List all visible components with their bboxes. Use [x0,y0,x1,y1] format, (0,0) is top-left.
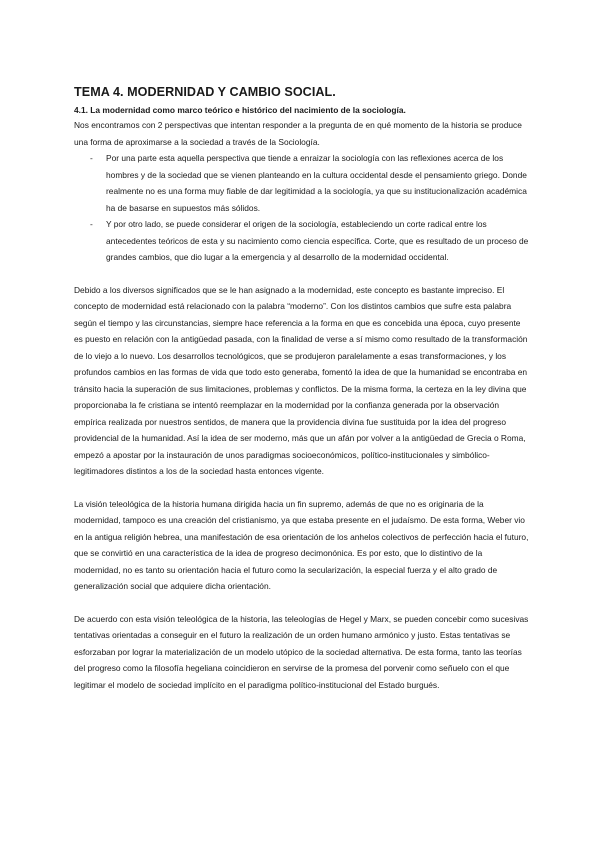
page-title: TEMA 4. MODERNIDAD Y CAMBIO SOCIAL. [74,85,336,99]
perspectives-list [74,150,530,266]
body-paragraph: De acuerdo con esta visión teleológica de la historia, las teleologías de Hegel y Marx, se pueden concebir como sucesivas tentativas orientadas a conseguir en el futuro la realización de un orden humano armónico y justo. Estas tentativas se esforzaban por lograr la materialización de un modelo utópico de la sociedad alternativa. De esta forma, tanto las teorías del progreso como la filosofía hegeliana coincidieron en servirse de la promesa del porvenir como señuelo con el que legitimar el modelo de sociedad implícito en el paradigma político-institucional del Estado burgués. [74,613,529,690]
bullet-dash: - [90,153,93,163]
intro-paragraph: Nos encontramos con 2 perspectivas que intentan responder a la pregunta de en qué momento de la historia se produce una forma de aproximarse a la sociedad a través de la Sociología. [74,120,522,147]
list-item-text: Y por otro lado, se puede considerar el origen de la sociología, estableciendo un corte radical entre los antecedentes teóricos de esta y su nacimiento como ciencia específica. Corte, que es resultado de un proceso de grandes cambios, que dio lugar a la emergencia y al desarrollo de la modernidad occidental. [106,219,529,262]
list-item [74,150,530,216]
list-item-text: Por una parte esta aquella perspectiva que tiende a enraizar la sociología con las reflexiones acerca de los hombres y de la sociedad que se vienen planteando en la cultura occidental desde el pensamiento griego. Donde realmente no es una forma muy fiable de dar legitimidad a la sociología, ya que su institucionalización académica ha de basarse en supuestos más sólidos. [106,153,527,213]
body-paragraph: La visión teleológica de la historia humana dirigida hacia un fin supremo, además de que no es originaria de la modernidad, tampoco es una creación del cristianismo, ya que estaba presente en el judaísmo. De esta forma, Weber vio en la antigua religión hebrea, una manifestación de esa orientación de los anhelos colectivos de perfección hacia el futuro, que se convirtió en una característica de la idea de progreso decimonónica. Es por esto, que lo distintivo de la modernidad, no es tanto su orientación hacia el futuro como la secularización, la especial fuerza y el alto grado de generalización social que adquiere dicha orientación. [74,498,529,591]
body-paragraph: Debido a los diversos significados que se le han asignado a la modernidad, este concepto es bastante impreciso. El concepto de modernidad está relacionado con la palabra “moderno”. Con los distintos cambios que sufre esta palabra según el tiempo y las circunstancias, siempre hace referencia a la forma en que es concebida una época, cuyo presente es puesto en relación con la antigüedad pasada, con la finalidad de verse a sí mismo como resultado de la transformación de lo viejo a lo nuevo. Los desarrollos tecnológicos, que se produjeron paralelamente a esas transformaciones, y los profundos cambios en las formas de vida que todo esto generaba, fomentó la idea de que la humanidad se encontraba en tránsito hacia la superación de sus limitaciones, problemas y conflictos. De la misma forma, la certeza en la ley divina que proporcionaba la fe cristiana se intentó reemplazar en la modernidad por la confianza generada por la observación empírica realizada por nuestros sentidos, de manera que la providencia divina fue sustituida por la idea del progreso providencial de la humanidad. Así la idea de ser moderno, más que un afán por volver a la antigüedad de Grecia o Roma, empezó a apostar por la instauración de unos paradigmas socioeconómicos, político-institucionales y simbólico-legitimadores distintos a los de la sociedad hasta entonces vigente. [74,284,528,476]
list-item [74,216,530,266]
document-body [74,84,530,693]
section-heading: 4.1. La modernidad como marco teórico e histórico del nacimiento de la sociología. [74,105,406,115]
bullet-dash: - [90,219,93,229]
